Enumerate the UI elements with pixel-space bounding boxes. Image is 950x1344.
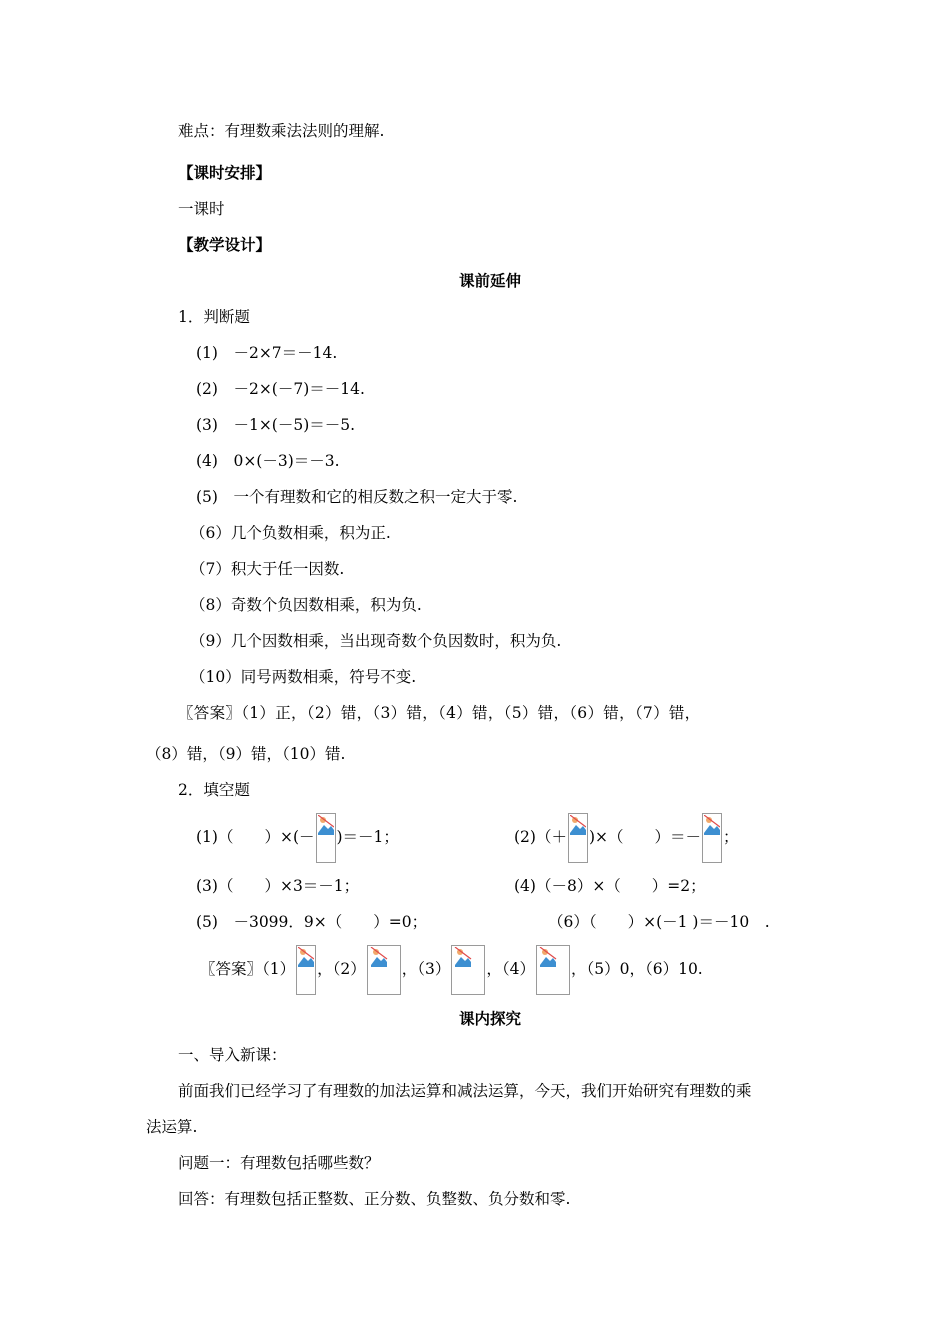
answer-one: 回答：有理数包括正整数、正分数、负整数、负分数和零. [178,1190,571,1208]
q2-title: 2．填空题 [178,781,250,799]
q1-item: （6）几个负数相乘，积为正. [190,524,391,542]
q1-item: （8）奇数个负因数相乘，积为负. [190,596,422,614]
fraction-image-icon [568,813,588,863]
design-heading: 【教学设计】 [178,236,272,254]
q1-item: (3) －1×(－5)＝－5. [196,416,356,434]
q1-title: 1．判断题 [178,308,250,326]
q1-item: (2) －2×(－7)＝－14. [196,380,365,398]
q1-item: （10）同号两数相乘，符号不变. [190,668,417,686]
q1-item: (5) 一个有理数和它的相反数之积一定大于零. [196,488,518,506]
q2-item-5: (5) －3099．9×（ ）=0； [196,913,428,931]
q1-answer-line1: 〖答案〗（1）正，（2）错，（3）错，（4）错，（5）错，（6）错，（7）错， [178,704,701,722]
q1-item: (1) －2×7＝－14. [196,344,338,362]
difficulty-text: 难点：有理数乘法法则的理解. [178,122,385,140]
q2-item-1-text-a: (1)（ ）×(－ [196,828,315,846]
q2-item-4: (4)（－8）×（ ）=2； [514,877,706,895]
q2-item-2-text-a: (2)（＋ [514,828,567,846]
intro-paragraph-line2: 法运算. [146,1118,198,1136]
q2-item-3: (3)（ ）×3＝－1； [196,877,360,895]
fraction-image-icon [702,813,722,863]
intro-heading: 一、导入新课： [178,1046,287,1064]
q1-item: （9）几个因数相乘，当出现奇数个负因数时，积为负. [190,632,562,650]
question-one: 问题一：有理数包括哪些数？ [178,1154,380,1172]
q2-item-2-text-c: ； [723,828,739,846]
q1-item: （7）积大于任一因数. [190,560,345,578]
q2-answer [200,944,703,995]
q1-item: (4) 0×(－3)＝－3. [196,452,340,470]
q2-item-2-text-b: )×（ ）＝－ [588,828,702,846]
q2-answer-text: 〖答案〗（1） [200,960,296,978]
q2-item-1 [196,812,399,863]
q2-answer-text: ，（3） [401,960,451,978]
q2-answer-text: ，（4） [486,960,535,978]
schedule-text: 一课时 [178,200,225,218]
q2-item-2 [514,812,739,863]
q1-answer-line2: （8）错，（9）错，（10）错. [146,745,346,763]
q2-item-1-text-b: )＝－1； [336,828,399,846]
fraction-image-icon [367,945,401,995]
fraction-image-icon [296,945,316,995]
q2-answer-text: ，（5）0，（6）10. [571,960,703,978]
fraction-image-icon [536,945,570,995]
q2-answer-text: ，（2） [317,960,366,978]
fraction-image-icon [451,945,485,995]
section-title-in-class: 课内探究 [459,1010,522,1028]
intro-paragraph-line1: 前面我们已经学习了有理数的加法运算和减法运算，今天，我们开始研究有理数的乘 [178,1082,752,1100]
fraction-image-icon [316,813,336,863]
schedule-heading: 【课时安排】 [178,164,272,182]
q2-item-6: （6）（ ）×(－1 )＝－10 . [548,913,770,931]
section-title-pre: 课前延伸 [459,272,522,290]
